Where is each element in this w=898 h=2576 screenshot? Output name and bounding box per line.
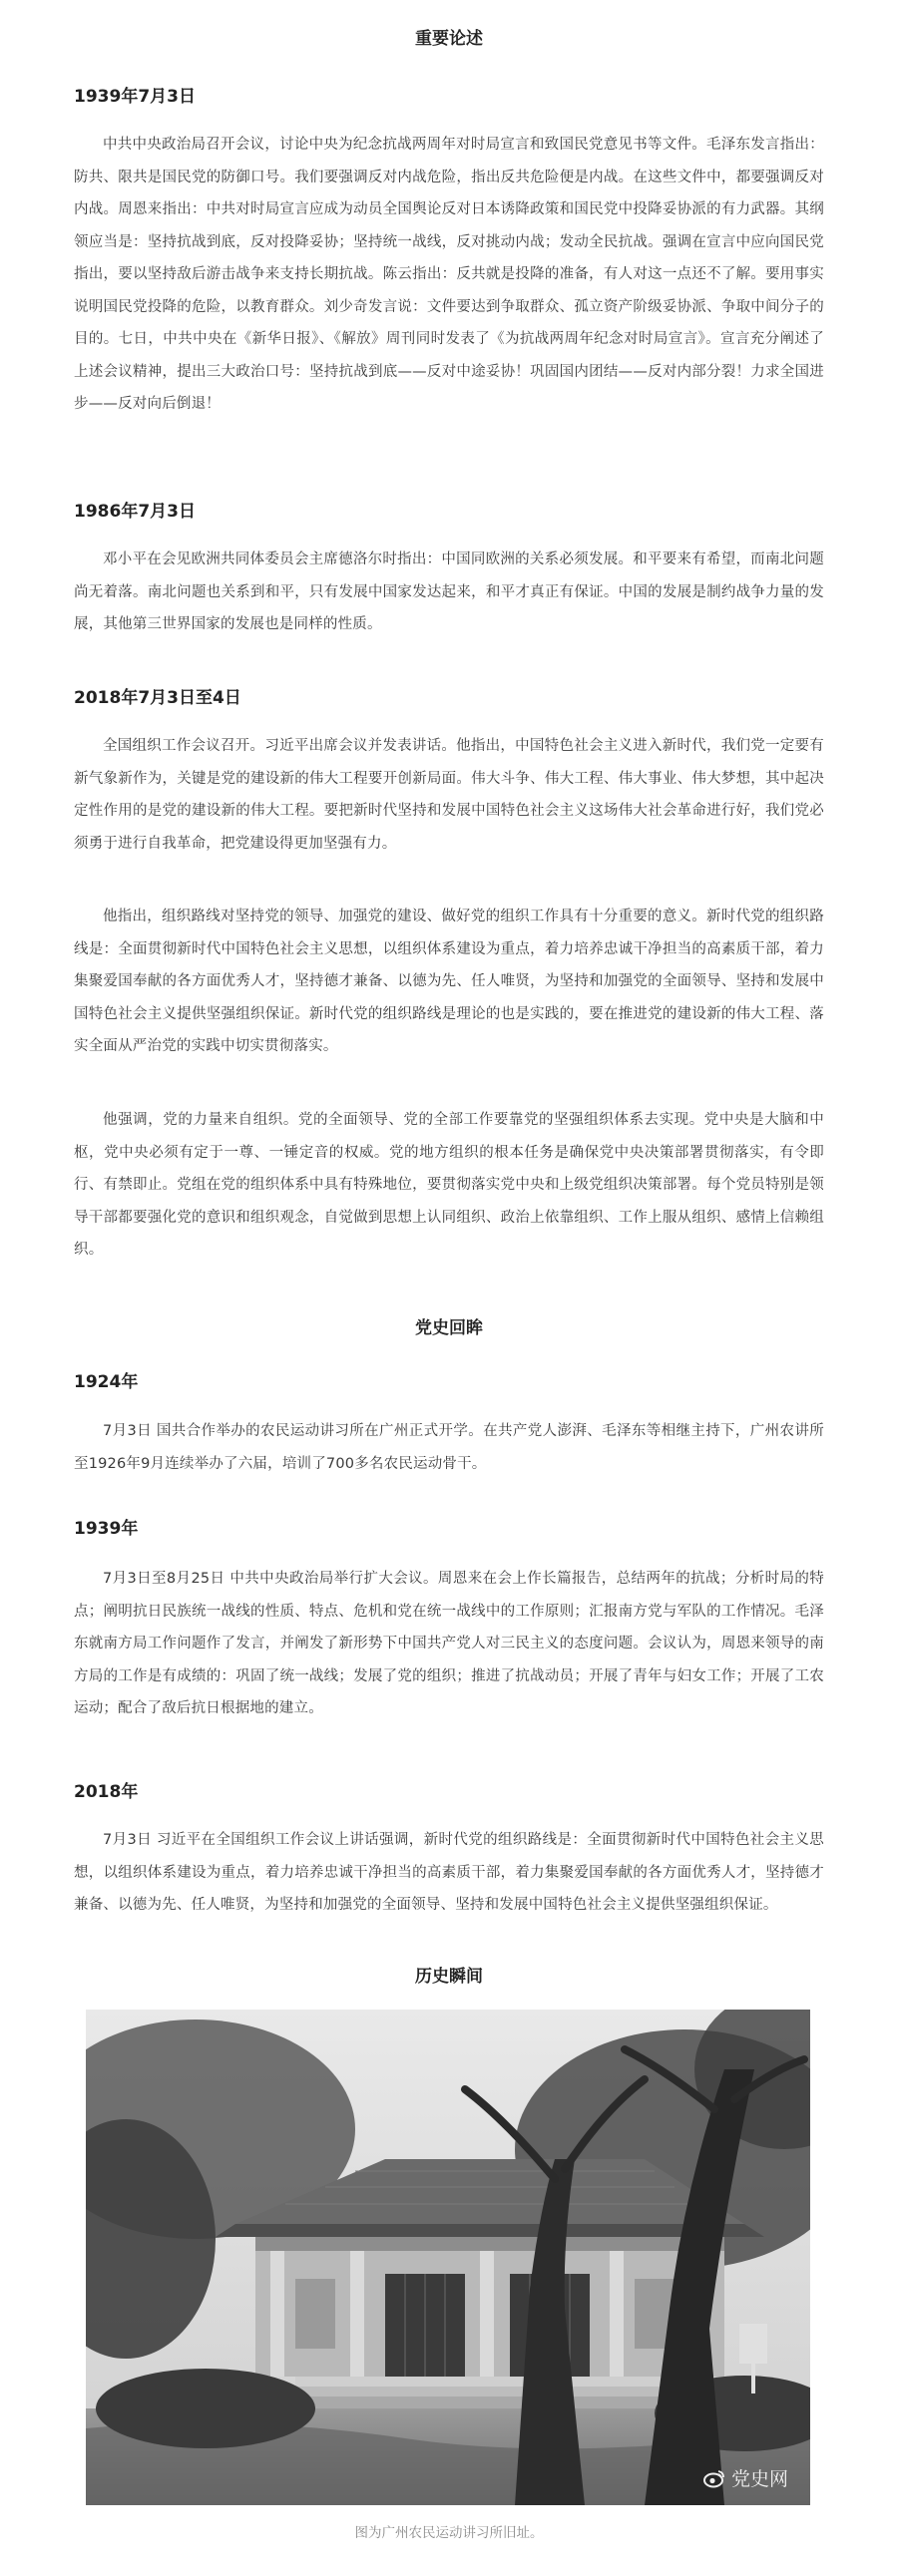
entry-paragraph: 7月3日 习近平在全国组织工作会议上讲话强调，新时代党的组织路线是：全面贯彻新时代中国特色社会主义思想，以组织体系建设为重点，着力培养忠诚干净担当的高素质干部，着力集聚爱国奉献的各方面优秀人才，坚持德才兼备、以德为先、任人唯贤，为坚持和加强党的全面领导、坚持和发展中国特色社会主义提供坚强组织保证。 (74, 1832, 824, 1913)
entry-paragraph: 他指出，组织路线对坚持党的领导、加强党的建设、做好党的组织工作具有十分重要的意义。新时代党的组织路线是：全面贯彻新时代中国特色社会主义思想，以组织体系建设为重点，着力培养忠诚干净担当的高素质干部，着力集聚爱国奉献的各方面优秀人才，坚持德才兼备、以德为先、任人唯贤，为坚持和加强党的全面领导、坚持和发展中国特色社会主义提供坚强组织保证。新时代党的组织路线是理论的也是实践的，要在推进党的建设新的伟大工程、落实全面从严治党的实践中切实贯彻落实。 (74, 909, 824, 1054)
historic-photo (86, 2010, 810, 2505)
entry-paragraph: 中共中央政治局召开会议，讨论中央为纪念抗战两周年对时局宣言和致国民党意见书等文件。毛泽东发言指出：防共、限共是国民党的防御口号。我们要强调反对内战危险，指出反共危险便是内战。在这些文件中，都要强调反对内战。周恩来指出：中共对时局宣言应成为动员全国舆论反对日本诱降政策和国民党中投降妥协派的有力武器。其纲领应当是：坚持抗战到底，反对投降妥协；坚持统一战线，反对挑动内战；发动全民抗战。强调在宣言中应向国民党指出，要以坚持敌后游击战争来支持长期抗战。陈云指出：反共就是投降的准备，有人对这一点还不了解。要用事实说明国民党投降的危险，以教育群众。刘少奇发言说：文件要达到争取群众、孤立资产阶级妥协派、争取中间分子的目的。七日，中共中央在《新华日报》、《解放》周刊同时发表了《为抗战两周年纪念对时局宣言》。宣言充分阐述了上述会议精神，提出三大政治口号：坚持抗战到底——反对中途妥协！巩固国内团结——反对内部分裂！力求全国进步——反对向后倒退！ (74, 137, 824, 412)
entry-paragraph: 7月3日至8月25日 中共中央政治局举行扩大会议。周恩来在会上作长篇报告，总结两年的抗战；分析时局的特点；阐明抗日民族统一战线的性质、特点、危机和党在统一战线中的工作原则；汇报南方党与军队的工作情况。毛泽东就南方局工作问题作了发言，并阐发了新形势下中国共产党人对三民主义的态度问题。会议认为，周恩来领导的南方局的工作是有成绩的：巩固了统一战线；发展了党的组织；推进了抗战动员；开展了青年与妇女工作；开展了工农运动；配合了敌后抗日根据地的建立。 (74, 1571, 824, 1716)
entry-date: 2018年7月3日至4日 (74, 688, 241, 708)
photo-illustration (86, 2010, 810, 2505)
section-title-history: 党史回眸 (415, 1318, 483, 1338)
section-title-moment: 历史瞬间 (415, 1967, 483, 1987)
entry-date: 1939年 (74, 1519, 139, 1539)
entry-date: 1939年7月3日 (74, 87, 196, 107)
entry-paragraph: 全国组织工作会议召开。习近平出席会议并发表讲话。他指出，中国特色社会主义进入新时代，我们党一定要有新气象新作为，关键是党的建设新的伟大工程要开创新局面。伟大斗争、伟大工程、伟大事业、伟大梦想，其中起决定性作用的是党的建设新的伟大工程。要把新时代坚持和发展中国特色社会主义这场伟大社会革命进行好，我们党必须勇于进行自我革命，把党建设得更加坚强有力。 (74, 738, 824, 852)
entry-date: 1924年 (74, 1372, 139, 1392)
watermark-text: 党史网 (730, 2468, 788, 2490)
photo-watermark (703, 2464, 788, 2491)
entry-date: 2018年 (74, 1782, 139, 1802)
entry-paragraph: 7月3日 国共合作举办的农民运动讲习所在广州正式开学。在共产党人澎湃、毛泽东等相继主持下，广州农讲所至1926年9月连续举办了六届，培训了700多名农民运动骨干。 (74, 1423, 824, 1472)
section-title-important: 重要论述 (415, 29, 483, 49)
entry-paragraph: 邓小平在会见欧洲共同体委员会主席德洛尔时指出：中国同欧洲的关系必须发展。和平要来有希望，而南北问题尚无着落。南北问题也关系到和平，只有发展中国家发达起来，和平才真正有保证。中国的发展是制约战争力量的发展，其他第三世界国家的发展也是同样的性质。 (74, 552, 824, 632)
entry-paragraph: 他强调，党的力量来自组织。党的全面领导、党的全部工作要靠党的坚强组织体系去实现。党中央是大脑和中枢，党中央必须有定于一尊、一锤定音的权威。党的地方组织的根本任务是确保党中央决策部署贯彻落实，有令即行、有禁即止。党组在党的组织体系中具有特殊地位，要贯彻落实党中央和上级党组织决策部署。每个党员特别是领导干部都要强化党的意识和组织观念，自觉做到思想上认同组织、政治上依靠组织、工作上服从组织、感情上信赖组织。 (74, 1112, 824, 1258)
entry-date: 1986年7月3日 (74, 502, 196, 522)
weibo-icon (703, 2468, 725, 2488)
photo-caption: 图为广州农民运动讲习所旧址。 (354, 2525, 544, 2541)
